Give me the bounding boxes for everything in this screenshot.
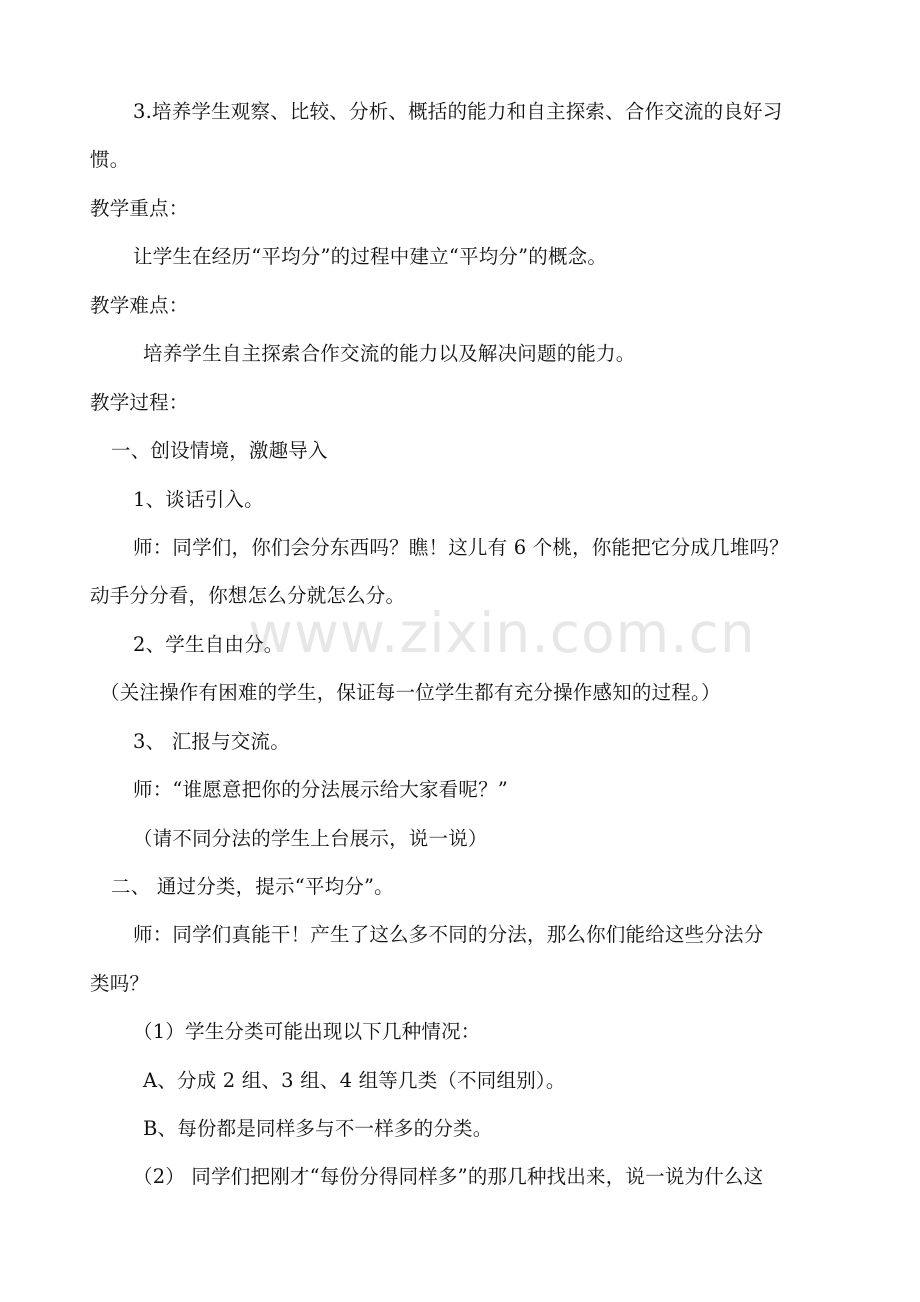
teacher-line-3-cont: 类吗？ <box>90 972 150 995</box>
watermark: www.zixin.com.cn <box>248 601 756 665</box>
objective-3-line-1: 3.培养学生观察、比较、分析、概括的能力和自主探索、合作交流的良好习 <box>133 100 783 123</box>
objective-3-line-2: 惯。 <box>90 148 130 171</box>
step-1-2: 2、学生自由分。 <box>133 633 284 656</box>
step-1-1: 1、谈话引入。 <box>133 488 264 511</box>
section-1-title: 一、创设情境，激趣导入 <box>111 439 328 462</box>
teacher-line-1-cont: 动手分分看，你想怎么分就怎么分。 <box>90 584 406 607</box>
heading-process: 教学过程： <box>90 391 189 414</box>
heading-key-points: 教学重点： <box>90 197 189 220</box>
note-line: （关注操作有困难的学生，保证每一位学生都有充分操作感知的过程。） <box>100 681 721 704</box>
case-b: B、每份都是同样多与不一样多的分类。 <box>143 1117 493 1140</box>
step-2-2: （2） 同学们把刚才“每份分得同样多”的那几种找出来，说一说为什么这 <box>133 1165 764 1188</box>
step-2-1: （1）学生分类可能出现以下几种情况： <box>133 1020 481 1043</box>
key-points-text: 让学生在经历“平均分”的过程中建立“平均分”的概念。 <box>133 245 608 268</box>
difficulties-text: 培养学生自主探索合作交流的能力以及解决问题的能力。 <box>143 342 636 365</box>
section-2-title: 二、 通过分类，提示“平均分”。 <box>111 875 394 898</box>
teacher-line-2: 师：“谁愿意把你的分法展示给大家看呢？” <box>133 778 508 801</box>
teacher-line-1: 师：同学们，你们会分东西吗？瞧！这儿有 6 个桃，你能把它分成几堆吗？ <box>133 536 789 559</box>
teacher-line-3: 师：同学们真能干！产生了这么多不同的分法，那么你们能给这些分法分 <box>133 923 764 946</box>
heading-difficulties: 教学难点： <box>90 294 189 317</box>
step-1-3: 3、 汇报与交流。 <box>133 730 290 753</box>
note-line-2: （请不同分法的学生上台展示，说一说） <box>133 827 488 850</box>
case-a: A、分成 2 组、3 组、4 组等几类（不同组别）。 <box>143 1069 566 1092</box>
